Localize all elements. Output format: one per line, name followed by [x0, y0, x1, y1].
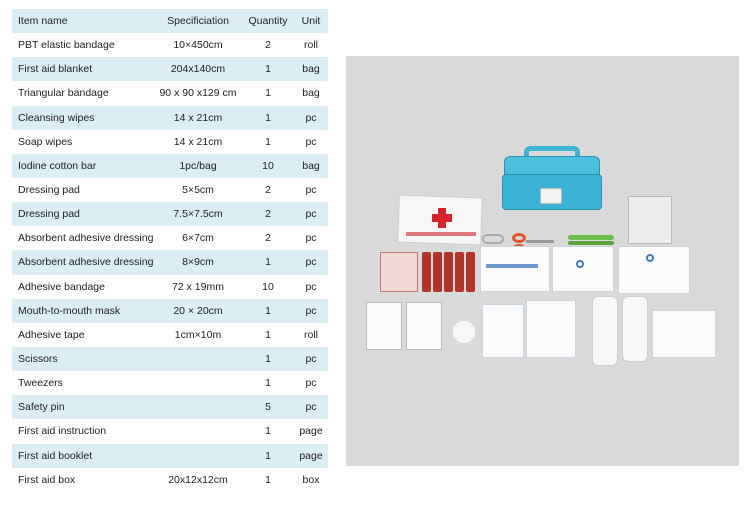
iodine-cotton-bar	[455, 252, 464, 292]
table-row	[12, 178, 328, 202]
table-row	[12, 130, 328, 154]
cell-item-name: Safety pin	[12, 395, 154, 419]
table-row	[12, 106, 328, 130]
adhesive-dressing-pack	[618, 246, 690, 294]
cell-item-name: Dressing pad	[12, 202, 154, 226]
elastic-bandage-roll	[592, 296, 618, 366]
table-row	[12, 81, 328, 105]
iodine-cotton-bar	[433, 252, 442, 292]
cell-quantity: 1	[242, 106, 294, 130]
cell-unit: pc	[294, 275, 328, 299]
header-item-name: Item name	[12, 9, 154, 33]
mouth-to-mouth-mask-card	[366, 302, 402, 350]
cell-item-name: Absorbent adhesive dressing	[12, 250, 154, 274]
cell-item-name: Absorbent adhesive dressing	[12, 226, 154, 250]
triangular-bandage-roll	[622, 296, 648, 362]
cell-quantity: 10	[242, 275, 294, 299]
cell-specification: 204x140cm	[154, 57, 242, 81]
pad-logo-icon	[576, 260, 584, 268]
iodine-cotton-bar	[422, 252, 431, 292]
cell-specification: 72 x 19mm	[154, 275, 242, 299]
cell-item-name: Scissors	[12, 347, 154, 371]
cell-quantity: 2	[242, 33, 294, 57]
table-row	[12, 323, 328, 347]
cell-unit: bag	[294, 57, 328, 81]
cell-unit: pc	[294, 347, 328, 371]
cell-item-name: Soap wipes	[12, 130, 154, 154]
header-quantity: Quantity	[242, 9, 294, 33]
cell-unit: roll	[294, 323, 328, 347]
cell-item-name: Triangular bandage	[12, 81, 154, 105]
cell-specification	[154, 419, 242, 443]
cell-specification: 90 x 90 x129 cm	[154, 81, 242, 105]
cell-specification	[154, 347, 242, 371]
cell-unit: page	[294, 419, 328, 443]
cell-unit: bag	[294, 154, 328, 178]
table-row	[12, 202, 328, 226]
foil-blanket-pack	[628, 196, 672, 244]
dressing-pad-band	[486, 264, 538, 268]
cell-quantity: 1	[242, 81, 294, 105]
iodine-cotton-bar	[466, 252, 475, 292]
iodine-cotton-bar	[444, 252, 453, 292]
cell-quantity: 1	[242, 419, 294, 443]
scissors-blade	[526, 240, 554, 243]
cell-unit: pc	[294, 130, 328, 154]
cell-unit: page	[294, 444, 328, 468]
cell-quantity: 1	[242, 323, 294, 347]
table-row	[12, 33, 328, 57]
cell-unit: roll	[294, 33, 328, 57]
cell-specification: 1cm×10m	[154, 323, 242, 347]
cell-specification	[154, 444, 242, 468]
first-aid-kit-photo	[346, 56, 739, 466]
cell-specification: 10×450cm	[154, 33, 242, 57]
table-row	[12, 57, 328, 81]
cell-item-name: Tweezers	[12, 371, 154, 395]
cell-unit: pc	[294, 250, 328, 274]
safety-pin	[482, 234, 504, 244]
cell-item-name: Mouth-to-mouth mask	[12, 299, 154, 323]
cell-specification: 20x12x12cm	[154, 468, 242, 492]
tweezers-arm	[568, 241, 614, 245]
cell-specification: 20 × 20cm	[154, 299, 242, 323]
table-row	[12, 444, 328, 468]
adhesive-tape-roll	[450, 318, 478, 346]
cell-quantity: 1	[242, 299, 294, 323]
cell-quantity: 1	[242, 130, 294, 154]
cell-specification: 6×7cm	[154, 226, 242, 250]
cell-quantity: 2	[242, 226, 294, 250]
table-row	[12, 154, 328, 178]
cell-unit: pc	[294, 226, 328, 250]
cell-unit: box	[294, 468, 328, 492]
soap-wipes-pack	[526, 300, 576, 358]
cell-specification: 8×9cm	[154, 250, 242, 274]
header-unit: Unit	[294, 9, 328, 33]
cell-item-name: First aid blanket	[12, 57, 154, 81]
cell-unit: bag	[294, 81, 328, 105]
cell-quantity: 2	[242, 202, 294, 226]
cell-quantity: 1	[242, 347, 294, 371]
cell-unit: pc	[294, 202, 328, 226]
cell-specification: 14 x 21cm	[154, 130, 242, 154]
table-row	[12, 250, 328, 274]
tweezers	[568, 235, 614, 240]
cell-quantity: 2	[242, 178, 294, 202]
cell-item-name: PBT elastic bandage	[12, 33, 154, 57]
blanket-label-strip	[406, 232, 476, 236]
dressing-pad-pack	[480, 246, 550, 292]
item-table	[12, 9, 328, 492]
cell-specification: 14 x 21cm	[154, 106, 242, 130]
adhesive-bandages	[380, 252, 418, 292]
pad-logo-icon	[646, 254, 654, 262]
table-row	[12, 395, 328, 419]
cell-item-name: Dressing pad	[12, 178, 154, 202]
table-row	[12, 371, 328, 395]
dressing-pad-pack-large	[652, 310, 716, 358]
cell-unit: pc	[294, 299, 328, 323]
table-header-row	[12, 9, 328, 33]
table-row	[12, 468, 328, 492]
box-latch	[540, 188, 562, 204]
cell-item-name: Iodine cotton bar	[12, 154, 154, 178]
first-aid-instruction-card	[406, 302, 442, 350]
cell-unit: pc	[294, 371, 328, 395]
item-table-container	[12, 9, 322, 492]
table-row	[12, 299, 328, 323]
scissors-handle-icon	[512, 233, 526, 243]
cell-specification	[154, 371, 242, 395]
cell-item-name: First aid box	[12, 468, 154, 492]
cell-specification: 1pc/bag	[154, 154, 242, 178]
cell-item-name: Adhesive tape	[12, 323, 154, 347]
cell-unit: pc	[294, 106, 328, 130]
cell-quantity: 1	[242, 57, 294, 81]
red-cross-icon-bar	[432, 214, 452, 222]
cell-unit: pc	[294, 395, 328, 419]
cell-specification: 5×5cm	[154, 178, 242, 202]
table-body	[12, 33, 328, 492]
cleansing-wipes-pack	[482, 304, 524, 358]
cell-specification: 7.5×7.5cm	[154, 202, 242, 226]
header-specification: Specificiation	[154, 9, 242, 33]
cell-item-name: Cleansing wipes	[12, 106, 154, 130]
cell-quantity: 1	[242, 444, 294, 468]
cell-unit: pc	[294, 178, 328, 202]
table-row	[12, 275, 328, 299]
table-row	[12, 347, 328, 371]
dressing-pad-pack	[552, 246, 614, 292]
cell-quantity: 1	[242, 468, 294, 492]
cell-quantity: 5	[242, 395, 294, 419]
table-row	[12, 226, 328, 250]
cell-specification	[154, 395, 242, 419]
cell-item-name: First aid booklet	[12, 444, 154, 468]
table-row	[12, 419, 328, 443]
cell-quantity: 1	[242, 371, 294, 395]
cell-quantity: 1	[242, 250, 294, 274]
cell-item-name: Adhesive bandage	[12, 275, 154, 299]
cell-item-name: First aid instruction	[12, 419, 154, 443]
cell-quantity: 10	[242, 154, 294, 178]
